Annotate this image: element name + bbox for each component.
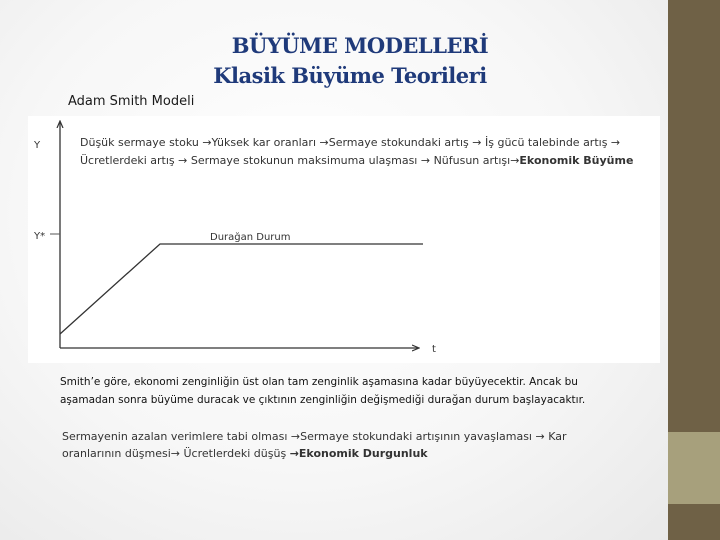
flow-chain-line-2 [80,154,633,167]
y-axis-label: Y [34,140,41,151]
slide-title: BÜYÜME MODELLERİ [231,33,489,58]
stagnation-chain [62,428,622,462]
decorative-stripe-middle [668,432,720,504]
description-paragraph [60,373,660,409]
decorative-stripe-bottom [668,504,720,540]
stagnation-line-2-text: oranlarının düşmesi→ Ücretlerdeki düşüş [62,447,290,460]
stagnation-result: →Ekonomik Durgunluk [289,447,428,460]
steady-state-label: Durağan Durum [210,232,291,243]
description-line-2: aşamadan sonra büyüme duracak ve çıktının zenginliğin değişmediği durağan durum başlayacaktır. [60,394,586,406]
flow-chain-line-2-text: Ücretlerdeki artış → Sermaye stokunun maksimuma ulaşması → Nüfusun artışı→ [80,154,520,167]
stagnation-line-2 [62,445,622,462]
section-label: Adam Smith Modeli [68,94,195,109]
flow-chain-result: Ekonomik Büyüme [519,154,634,167]
description-line-1: Smith’e göre, ekonomi zenginliğin üst olan tam zenginlik aşamasına kadar büyüyecektir. Ancak bu [60,376,578,388]
stagnation-line-1: Sermayenin azalan verimlere tabi olması →Sermaye stokundaki artışının yavaşlaması → Kar [62,430,567,443]
flow-chain-line-1: Düşük sermaye stoku →Yüksek kar oranları →Sermaye stokundaki artış → İş gücü talebinde artış → [80,136,621,149]
x-axis-label: t [432,344,436,355]
steady-level-label: Y* [34,231,46,242]
slide-subtitle: Klasik Büyüme Teorileri [213,63,487,88]
growth-path-line [60,244,423,334]
